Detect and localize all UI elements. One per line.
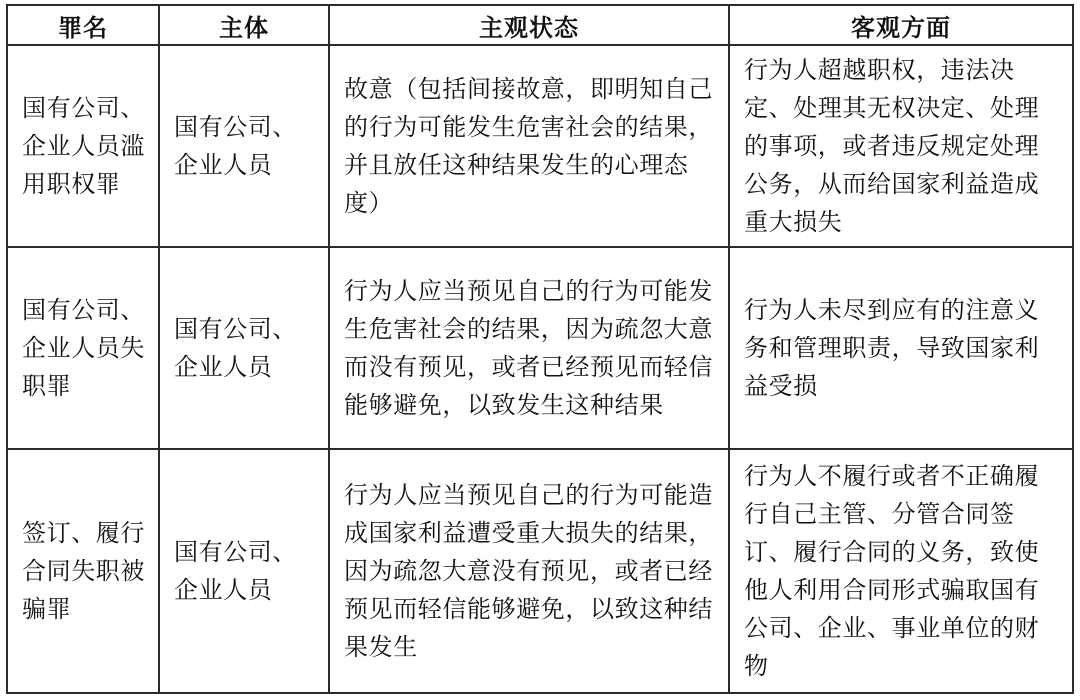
cell-objective-aspect bbox=[729, 45, 1073, 247]
cell-subject bbox=[159, 449, 329, 693]
cell-subjective-state bbox=[329, 247, 729, 449]
crime-name-text: 国有公司、企业人员失职罪 bbox=[22, 295, 145, 400]
subjective-state-text: 行为人应当预见自己的行为可能发生危害社会的结果，因为疏忽大意而没有预见，或者已经预见而轻信能够避免，以致发生这种结果 bbox=[344, 276, 713, 419]
header-subjective-state: 主观状态 bbox=[329, 5, 729, 45]
cell-crime-name bbox=[7, 449, 159, 693]
table-header-row bbox=[7, 5, 1073, 45]
table-row bbox=[7, 45, 1073, 247]
header-objective-aspect: 客观方面 bbox=[729, 5, 1073, 45]
subjective-state-text: 行为人应当预见自己的行为可能造成国家利益遭受重大损失的结果，因为疏忽大意没有预见，或者已经预见而轻信能够避免，以致这种结果发生 bbox=[344, 480, 713, 661]
cell-subject bbox=[159, 247, 329, 449]
table-row bbox=[7, 247, 1073, 449]
header-subject: 主体 bbox=[159, 5, 329, 45]
table-row bbox=[7, 449, 1073, 693]
cell-crime-name bbox=[7, 247, 159, 449]
cell-subjective-state bbox=[329, 45, 729, 247]
crime-name-text: 国有公司、企业人员滥用职权罪 bbox=[22, 93, 145, 198]
cell-objective-aspect bbox=[729, 247, 1073, 449]
cell-subjective-state bbox=[329, 449, 729, 693]
crime-comparison-table bbox=[6, 4, 1074, 694]
header-crime-name: 罪名 bbox=[7, 5, 159, 45]
crime-name-text: 签订、履行合同失职被骗罪 bbox=[22, 518, 145, 623]
subject-text: 国有公司、企业人员 bbox=[174, 537, 297, 604]
cell-crime-name bbox=[7, 45, 159, 247]
subjective-state-text: 故意（包括间接故意，即明知自己的行为可能发生危害社会的结果，并且放任这种结果发生的心理态度） bbox=[344, 74, 713, 217]
objective-aspect-text: 行为人超越职权，违法决定、处理其无权决定、处理的事项，或者违反规定处理公务，从而给国家利益造成重大损失 bbox=[744, 55, 1040, 236]
cell-subject bbox=[159, 45, 329, 247]
objective-aspect-text: 行为人未尽到应有的注意义务和管理职责，导致国家利益受损 bbox=[744, 295, 1040, 400]
objective-aspect-text: 行为人不履行或者不正确履行自己主管、分管合同签订、履行合同的义务，致使他人利用合同形式骗取国有公司、企业、事业单位的财物 bbox=[744, 461, 1040, 680]
subject-text: 国有公司、企业人员 bbox=[174, 314, 297, 381]
cell-objective-aspect bbox=[729, 449, 1073, 693]
subject-text: 国有公司、企业人员 bbox=[174, 112, 297, 179]
